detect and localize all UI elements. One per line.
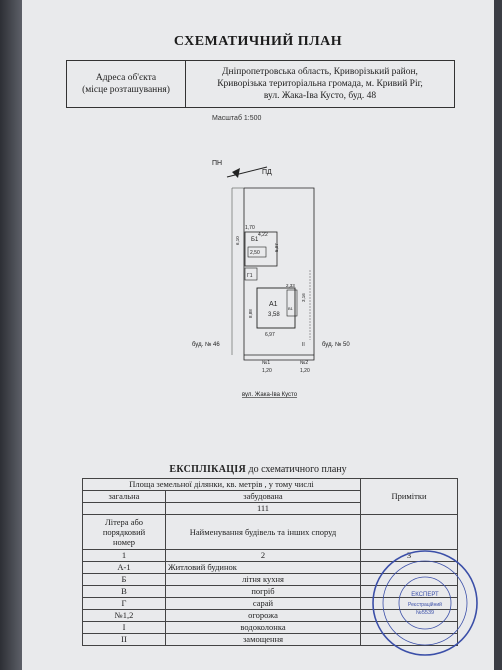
row-name: погріб bbox=[166, 586, 361, 598]
compass-right: ПД bbox=[262, 169, 272, 176]
lot-boundary bbox=[244, 188, 314, 360]
total-value bbox=[83, 503, 166, 515]
row-code: І bbox=[83, 622, 166, 634]
name-header: Найменування будівель та інших споруд bbox=[166, 515, 361, 550]
g1-label: Г1 bbox=[247, 273, 253, 279]
row-code: №1,2 bbox=[83, 610, 166, 622]
row-name: Житловий будинок bbox=[166, 562, 361, 574]
row-code: А-1 bbox=[83, 562, 166, 574]
address-value-cell bbox=[186, 61, 455, 108]
neighbor-right: буд. № 50 bbox=[322, 342, 350, 348]
address-value-line3: вул. Жака-Іва Кусто, буд. 48 bbox=[263, 91, 377, 101]
row-name: водоколонка bbox=[166, 622, 361, 634]
stamp-center-line3: №5539 bbox=[415, 610, 435, 616]
row-name: літня кухня bbox=[166, 574, 361, 586]
address-label-line1: Адреса об'єкта bbox=[95, 73, 157, 83]
gate-roman: II bbox=[302, 342, 305, 348]
address-table bbox=[66, 60, 455, 108]
notes-header: Примітки bbox=[361, 479, 458, 515]
row-code: Г bbox=[83, 598, 166, 610]
dim-b1-w: 4,22 bbox=[258, 232, 268, 238]
dim-side: 6,10 bbox=[235, 236, 240, 245]
fence2-label: №2 bbox=[300, 360, 309, 366]
building-v1 bbox=[287, 290, 297, 316]
background-edge bbox=[0, 0, 22, 670]
row-code: ІІ bbox=[83, 634, 166, 646]
row-name: огорожа bbox=[166, 610, 361, 622]
compass-left: ПН bbox=[212, 160, 223, 167]
dim-b1-l: 5,97 bbox=[274, 243, 279, 252]
b1-area: 2,50 bbox=[250, 250, 260, 256]
notes-empty bbox=[361, 515, 458, 550]
site-plan bbox=[172, 150, 392, 410]
col-number-2: 2 bbox=[166, 550, 361, 562]
row-name: замощення bbox=[166, 634, 361, 646]
address-label-cell bbox=[67, 61, 186, 108]
neighbor-left: буд. № 46 bbox=[192, 342, 220, 348]
letter-header-line2: порядковий bbox=[102, 527, 146, 537]
built-label: забудована bbox=[166, 491, 361, 503]
stamp-center-line2: Реєстраційний bbox=[408, 602, 442, 608]
col-number-3: 3 bbox=[361, 550, 458, 562]
row-name: сарай bbox=[166, 598, 361, 610]
document-page bbox=[22, 0, 494, 670]
address-label-line2: (місце розташування) bbox=[82, 85, 170, 95]
fence1-len: 1,20 bbox=[262, 368, 272, 374]
letter-header bbox=[83, 515, 166, 550]
dim-top: 1,70 bbox=[245, 225, 255, 231]
explication-title-bold: ЕКСПЛІКАЦІЯ bbox=[169, 464, 247, 475]
compass-arrow-icon bbox=[232, 168, 240, 178]
v1-label: В1 bbox=[288, 306, 293, 311]
scale-label: Масштаб 1:500 bbox=[212, 115, 262, 122]
address-value-line1: Дніпропетровська область, Криворізький район, bbox=[222, 67, 418, 77]
area-header: Площа земельної ділянки, кв. метрів , у тому числі bbox=[83, 479, 361, 491]
expert-stamp bbox=[370, 548, 480, 658]
letter-header-line3: номер bbox=[112, 537, 136, 547]
built-value: 111 bbox=[166, 503, 361, 515]
a1-label: А1 bbox=[269, 301, 278, 308]
total-label: загальна bbox=[83, 491, 166, 503]
row-code: Б bbox=[83, 574, 166, 586]
row-code: В bbox=[83, 586, 166, 598]
a1-area: 3,58 bbox=[268, 312, 280, 318]
street-label: вул. Жака-Іва Кусто bbox=[242, 392, 298, 398]
site-plan-drawing bbox=[172, 150, 392, 410]
letter-header-line1: Літера або bbox=[104, 517, 144, 527]
page-title: СХЕМАТИЧНИЙ ПЛАН bbox=[173, 34, 343, 49]
dim-a1-w: 6,97 bbox=[265, 332, 275, 338]
fence1-label: №1 bbox=[262, 360, 271, 366]
stamp-center-line1: ЕКСПЕРТ bbox=[411, 592, 439, 598]
dim-small: 3,16 bbox=[301, 293, 306, 302]
address-value-line2: Криворізька територіальна громада, м. Кривий Ріг, bbox=[217, 79, 423, 89]
dim-right: 2,33 bbox=[286, 283, 295, 288]
explication-title-rest: до схематичного плану bbox=[248, 464, 347, 475]
dim-a1-h: 8,88 bbox=[248, 309, 253, 318]
fence2-len: 1,20 bbox=[300, 368, 310, 374]
col-number-1: 1 bbox=[83, 550, 166, 562]
b1-label: Б1 bbox=[251, 237, 259, 243]
explication-title bbox=[22, 464, 494, 475]
